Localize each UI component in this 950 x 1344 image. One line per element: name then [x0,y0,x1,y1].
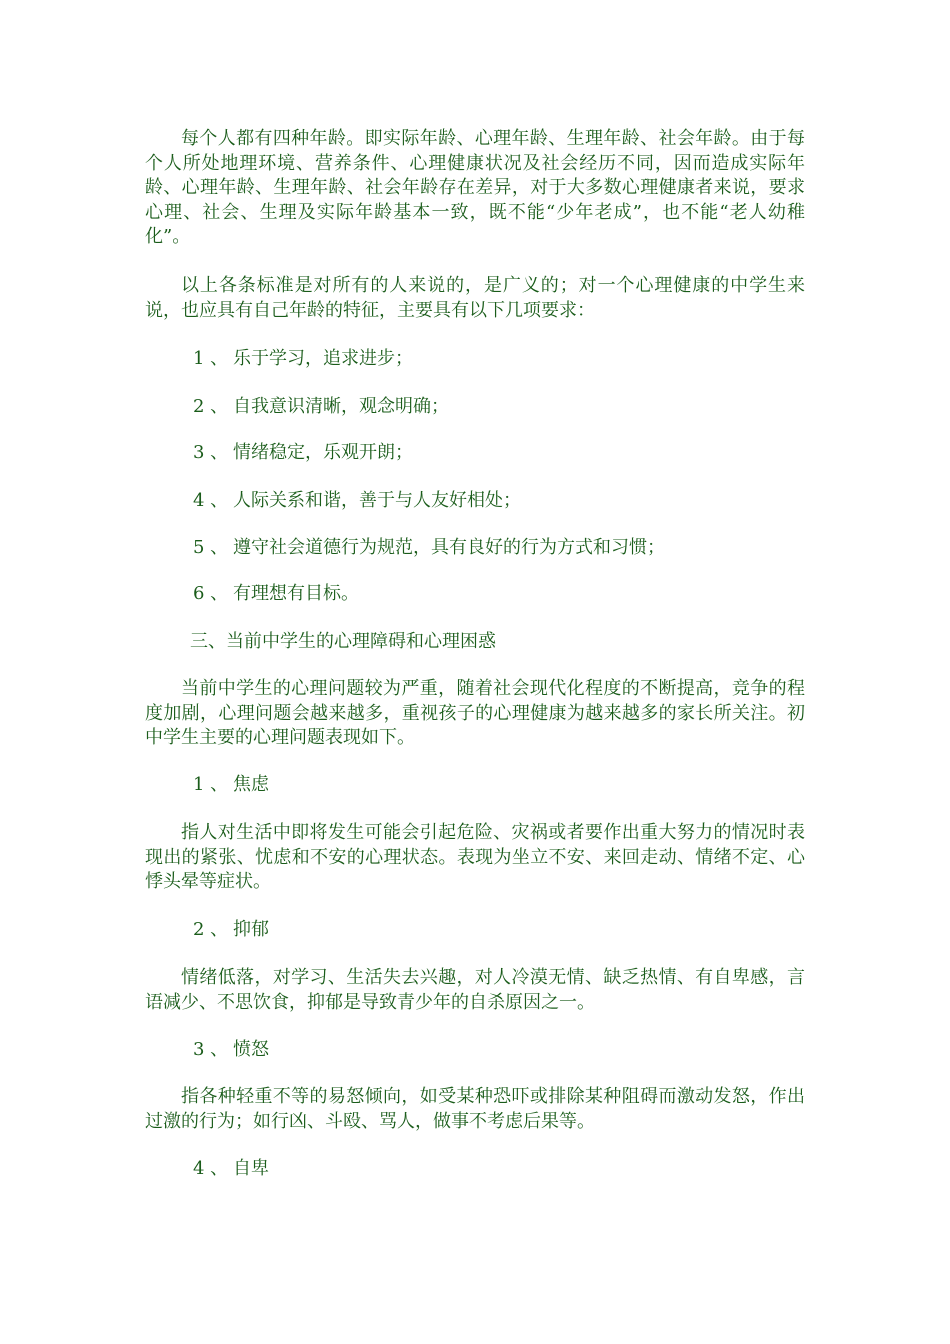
problem-number: 3 、 [193,1039,229,1060]
problem-item-anger [193,1038,269,1062]
requirement-number: 1 、 [193,348,229,369]
paragraph-current-problems: 当前中学生的心理问题较为严重，随着社会现代化程度的不断提高，竞争的程度加剧，心理问题会越来越多，重视孩子的心理健康为越来越多的家长所关注。初中学生主要的心理问题表现如下。 [145,678,805,748]
requirement-number: 6 、 [193,583,229,604]
problem-number: 2 、 [193,919,229,940]
requirement-text: 人际关系和谐，善于与人友好相处； [233,490,521,511]
requirement-number: 4 、 [193,490,229,511]
requirement-text: 有理想有目标。 [233,583,359,604]
requirement-item-3 [193,441,413,465]
problem-number: 1 、 [193,774,229,795]
requirement-text: 遵守社会道德行为规范，具有良好的行为方式和习惯； [233,537,665,558]
problem-item-anxiety [193,773,269,797]
requirement-item-2 [193,395,449,419]
requirement-item-4 [193,489,521,513]
problem-title: 抑郁 [233,919,269,940]
paragraph-four-ages: 每个人都有四种年龄。即实际年龄、心理年龄、生理年龄、社会年龄。由于每个人所处地理环境、营养条件、心理健康状况及社会经历不同，因而造成实际年龄、心理年龄、生理年龄、社会年龄存在差异，对于大多数心理健康者来说，要求心理、社会、生理及实际年龄基本一致，既不能“少年老成”，也不能“老人幼稚化”。 [145,128,805,247]
problem-item-inferiority [193,1157,269,1181]
section-heading: 三、当前中学生的心理障碍和心理困惑 [190,631,496,652]
problem-number: 4 、 [193,1158,229,1179]
requirement-number: 3 、 [193,442,229,463]
paragraph-anxiety: 指人对生活中即将发生可能会引起危险、灾祸或者要作出重大努力的情况时表现出的紧张、忧虑和不安的心理状态。表现为坐立不安、来回走动、情绪不定、心悸头晕等症状。 [145,822,805,892]
problem-title: 自卑 [233,1158,269,1179]
requirement-text: 情绪稳定，乐观开朗； [233,442,413,463]
paragraph-anger: 指各种轻重不等的易怒倾向，如受某种恐吓或排除某种阻碍而激动发怒，作出过激的行为；如行凶、斗殴、骂人，做事不考虑后果等。 [145,1086,805,1132]
requirement-number: 2 、 [193,396,229,417]
requirement-text: 乐于学习，追求进步； [233,348,413,369]
paragraph-depression: 情绪低落，对学习、生活失去兴趣，对人冷漠无情、缺乏热情、有自卑感，言语减少、不思饮食，抑郁是导致青少年的自杀原因之一。 [145,967,805,1013]
requirement-item-5 [193,536,665,560]
problem-title: 愤怒 [233,1039,269,1060]
requirement-text: 自我意识清晰，观念明确； [233,396,449,417]
requirement-item-1 [193,347,413,371]
requirement-number: 5 、 [193,537,229,558]
problem-title: 焦虑 [233,774,269,795]
paragraph-standards-intro: 以上各条标准是对所有的人来说的，是广义的；对一个心理健康的中学生来说，也应具有自己年龄的特征，主要具有以下几项要求： [145,275,805,321]
requirement-item-6 [193,582,359,606]
problem-item-depression [193,918,269,942]
